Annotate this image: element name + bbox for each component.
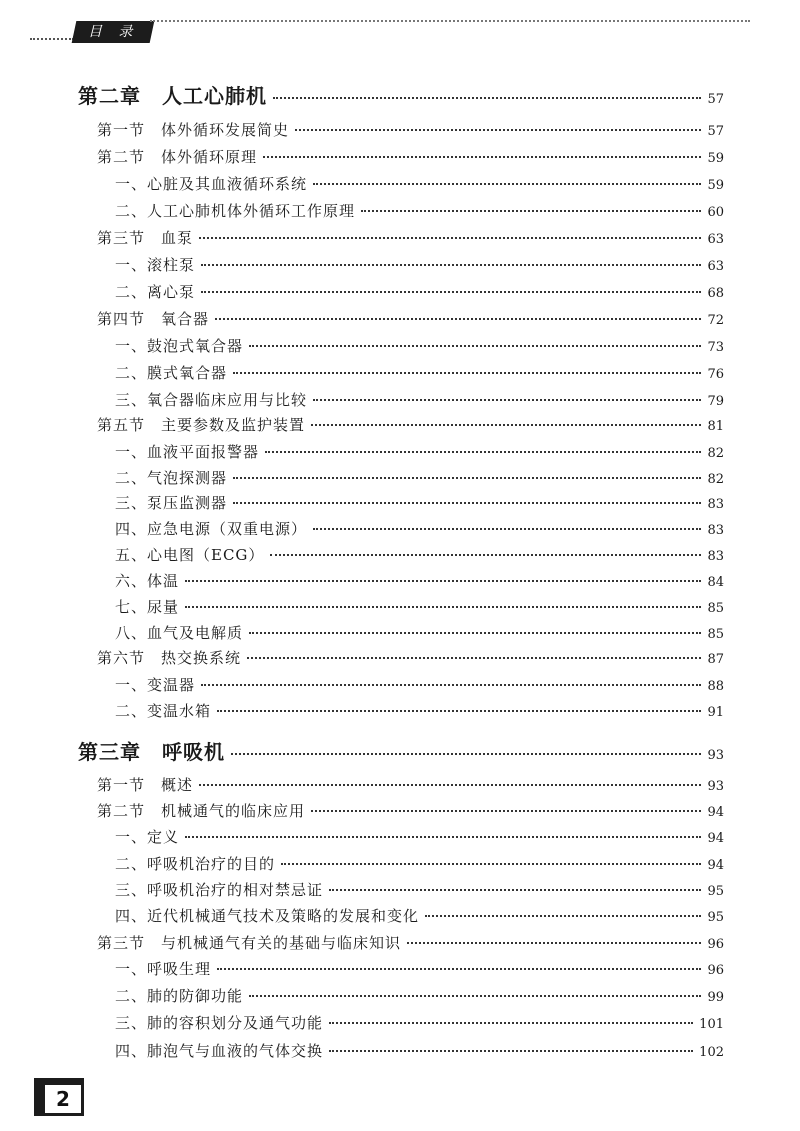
dot-leader xyxy=(329,889,701,891)
dot-leader xyxy=(217,710,701,712)
toc-item xyxy=(115,389,724,413)
toc-page-number: 72 xyxy=(707,313,724,328)
toc-title: 四、近代机械通气技术及策略的发展和变化 xyxy=(115,907,420,925)
toc-item xyxy=(115,467,724,491)
toc-section xyxy=(97,800,724,824)
toc-item xyxy=(115,596,724,620)
toc-page-number: 95 xyxy=(707,884,724,899)
toc-title: 一、鼓泡式氧合器 xyxy=(115,337,244,355)
toc-title: 三、呼吸机治疗的相对禁忌证 xyxy=(115,881,324,899)
header-rule xyxy=(150,20,750,22)
dot-leader xyxy=(295,129,701,131)
toc-title: 八、血气及电解质 xyxy=(115,624,244,642)
dot-leader xyxy=(201,264,701,266)
dot-leader xyxy=(249,345,701,347)
dot-leader xyxy=(185,606,701,608)
toc-title: 一、心脏及其血液循环系统 xyxy=(115,175,308,193)
toc-title: 三、泵压监测器 xyxy=(115,494,228,512)
toc-title: 第五节 主要参数及监护装置 xyxy=(97,416,306,434)
toc-item xyxy=(115,1012,724,1036)
toc-item xyxy=(115,958,724,982)
toc-item xyxy=(115,674,724,698)
toc-item xyxy=(115,518,724,542)
toc-chapter xyxy=(78,736,724,766)
toc-title: 一、血液平面报警器 xyxy=(115,443,260,461)
dot-leader xyxy=(313,528,701,530)
toc-item xyxy=(115,1040,724,1064)
toc-page-number: 87 xyxy=(707,652,724,667)
toc-page-number: 59 xyxy=(707,178,724,193)
dot-leader xyxy=(313,183,701,185)
toc-item xyxy=(115,905,724,929)
dot-leader xyxy=(270,554,701,556)
dot-leader xyxy=(233,502,701,504)
toc-page-number: 83 xyxy=(707,549,724,564)
dot-leader xyxy=(425,915,701,917)
toc-page-number: 73 xyxy=(707,340,724,355)
toc-title: 六、体温 xyxy=(115,572,180,590)
toc-title: 第三章 呼吸机 xyxy=(78,740,225,764)
toc-title: 二、膜式氧合器 xyxy=(115,364,228,382)
toc-page-number: 76 xyxy=(707,367,724,382)
toc-title: 三、肺的容积划分及通气功能 xyxy=(115,1014,324,1032)
dot-leader xyxy=(311,810,701,812)
toc-item xyxy=(115,879,724,903)
toc-page-number: 91 xyxy=(707,705,724,720)
header-decoration-left xyxy=(30,38,74,40)
toc-title: 五、心电图（ECG） xyxy=(115,546,265,564)
dot-leader xyxy=(185,836,701,838)
toc-item xyxy=(115,173,724,197)
dot-leader xyxy=(201,291,701,293)
dot-leader xyxy=(217,968,701,970)
dot-leader xyxy=(311,424,701,426)
toc-page-number: 94 xyxy=(707,805,724,820)
toc-title: 第一节 体外循环发展简史 xyxy=(97,121,290,139)
dot-leader xyxy=(249,632,701,634)
toc-item xyxy=(115,441,724,465)
page-number: 2 xyxy=(44,1084,82,1114)
dot-leader xyxy=(265,451,701,453)
dot-leader xyxy=(199,237,701,239)
toc-page-number: 93 xyxy=(707,779,724,794)
toc-title: 一、滚柱泵 xyxy=(115,256,196,274)
dot-leader xyxy=(233,477,701,479)
toc-page-number: 96 xyxy=(707,963,724,978)
toc-page-number: 96 xyxy=(707,937,724,952)
toc-title: 一、定义 xyxy=(115,828,180,846)
dot-leader xyxy=(215,318,701,320)
toc-page-number: 101 xyxy=(699,1017,724,1032)
toc-section xyxy=(97,932,724,956)
toc-title: 三、氧合器临床应用与比较 xyxy=(115,391,308,409)
toc-title: 二、呼吸机治疗的目的 xyxy=(115,855,276,873)
toc-title: 一、呼吸生理 xyxy=(115,960,212,978)
toc-item xyxy=(115,200,724,224)
toc-item xyxy=(115,853,724,877)
dot-leader xyxy=(185,580,701,582)
dot-leader xyxy=(247,657,701,659)
toc-item xyxy=(115,362,724,386)
toc-section xyxy=(97,308,724,332)
dot-leader xyxy=(273,97,701,99)
dot-leader xyxy=(329,1022,693,1024)
toc-item xyxy=(115,281,724,305)
toc-page-number: 63 xyxy=(707,232,724,247)
dot-leader xyxy=(201,684,701,686)
toc-title: 第一节 概述 xyxy=(97,776,194,794)
toc-page-number: 59 xyxy=(707,151,724,166)
toc-item xyxy=(115,335,724,359)
toc-item xyxy=(115,985,724,1009)
toc-page-number: 83 xyxy=(707,523,724,538)
toc-title: 二、肺的防御功能 xyxy=(115,987,244,1005)
dot-leader xyxy=(199,784,701,786)
toc-title: 第三节 与机械通气有关的基础与临床知识 xyxy=(97,934,402,952)
toc-page-number: 93 xyxy=(707,748,724,763)
dot-leader xyxy=(407,942,701,944)
dot-leader xyxy=(361,210,701,212)
toc-section xyxy=(97,227,724,251)
toc-title: 四、应急电源（双重电源） xyxy=(115,520,308,538)
dot-leader xyxy=(313,399,701,401)
toc-title: 七、尿量 xyxy=(115,598,180,616)
toc-section xyxy=(97,119,724,143)
toc-title: 第四节 氧合器 xyxy=(97,310,210,328)
toc-title: 第二章 人工心肺机 xyxy=(78,84,267,108)
toc-page-number: 68 xyxy=(707,286,724,301)
toc-page-number: 82 xyxy=(707,472,724,487)
toc-page-number: 79 xyxy=(707,394,724,409)
dot-leader xyxy=(233,372,701,374)
toc-title: 二、气泡探测器 xyxy=(115,469,228,487)
toc-page-number: 57 xyxy=(707,124,724,139)
toc-title: 第三节 血泵 xyxy=(97,229,194,247)
toc-page-number: 82 xyxy=(707,446,724,461)
toc-title: 第二节 体外循环原理 xyxy=(97,148,258,166)
toc-page-number: 57 xyxy=(707,92,724,107)
toc-page-number: 95 xyxy=(707,910,724,925)
toc-item xyxy=(115,700,724,724)
toc-section xyxy=(97,774,724,798)
toc-section xyxy=(97,146,724,170)
toc-page-number: 94 xyxy=(707,858,724,873)
toc-page-number: 85 xyxy=(707,601,724,616)
toc-item xyxy=(115,544,724,568)
toc-page-number: 99 xyxy=(707,990,724,1005)
dot-leader xyxy=(231,753,701,755)
toc-title: 二、变温水箱 xyxy=(115,702,212,720)
toc-page-number: 81 xyxy=(707,419,724,434)
toc-page-number: 63 xyxy=(707,259,724,274)
toc-item xyxy=(115,254,724,278)
toc-item xyxy=(115,570,724,594)
dot-leader xyxy=(249,995,701,997)
toc-page-number: 102 xyxy=(699,1045,724,1060)
toc-title: 第六节 热交换系统 xyxy=(97,649,242,667)
toc-chapter xyxy=(78,80,724,110)
toc-page-number: 60 xyxy=(707,205,724,220)
toc-page-number: 83 xyxy=(707,497,724,512)
toc-page-number: 88 xyxy=(707,679,724,694)
toc-item xyxy=(115,492,724,516)
toc-page-number: 84 xyxy=(707,575,724,590)
toc-item xyxy=(115,826,724,850)
header-label: 目 录 xyxy=(72,21,155,43)
toc-title: 第二节 机械通气的临床应用 xyxy=(97,802,306,820)
dot-leader xyxy=(281,863,701,865)
toc-page-number: 85 xyxy=(707,627,724,642)
dot-leader xyxy=(263,156,701,158)
toc-title: 二、人工心肺机体外循环工作原理 xyxy=(115,202,356,220)
toc-page-number: 94 xyxy=(707,831,724,846)
toc-title: 一、变温器 xyxy=(115,676,196,694)
toc-item xyxy=(115,622,724,646)
toc-section xyxy=(97,647,724,671)
toc-title: 四、肺泡气与血液的气体交换 xyxy=(115,1042,324,1060)
toc-section xyxy=(97,414,724,438)
dot-leader xyxy=(329,1050,693,1052)
toc-title: 二、离心泵 xyxy=(115,283,196,301)
